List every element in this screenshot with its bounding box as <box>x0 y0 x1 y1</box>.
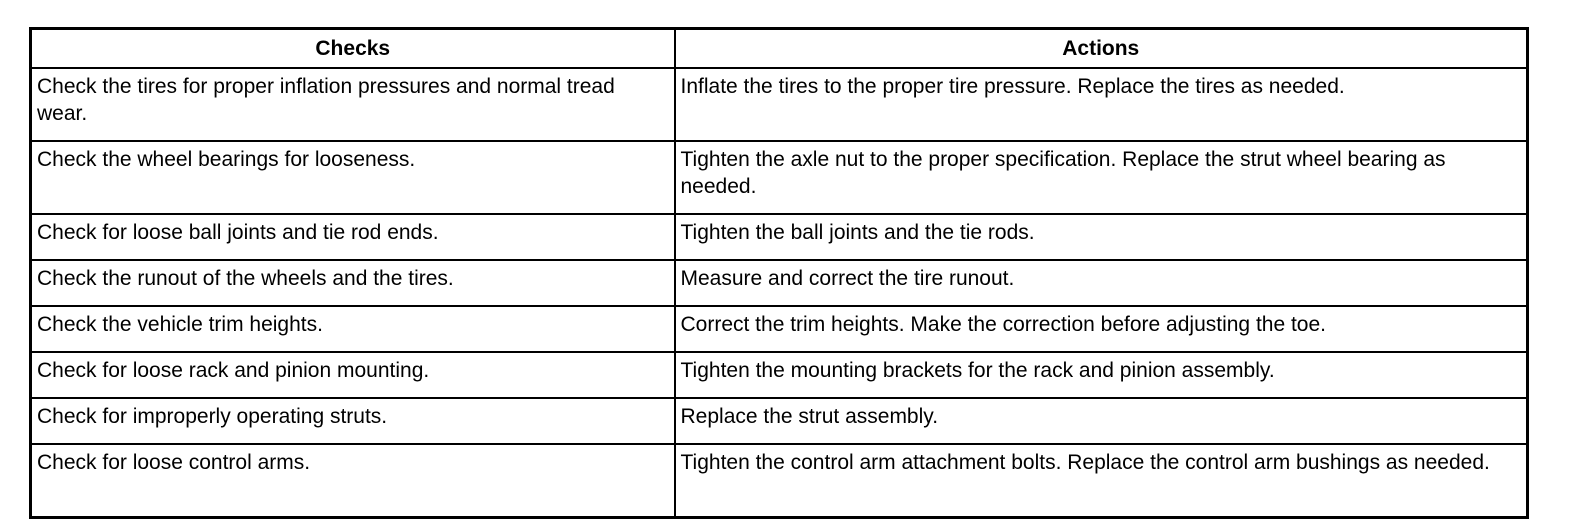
checks-actions-table <box>29 27 1529 519</box>
action-cell: Tighten the axle nut to the proper specification. Replace the strut wheel bearing as needed. <box>675 141 1528 214</box>
check-cell: Check for loose ball joints and tie rod ends. <box>31 214 675 260</box>
action-cell: Inflate the tires to the proper tire pressure. Replace the tires as needed. <box>675 68 1528 141</box>
check-cell: Check the tires for proper inflation pressures and normal tread wear. <box>31 68 675 141</box>
action-cell: Correct the trim heights. Make the correction before adjusting the toe. <box>675 306 1528 352</box>
table-row <box>31 214 1528 260</box>
table-row <box>31 444 1528 518</box>
checks-column-header: Checks <box>31 29 675 69</box>
table-row <box>31 141 1528 214</box>
check-cell: Check the vehicle trim heights. <box>31 306 675 352</box>
table-row <box>31 68 1528 141</box>
table-row <box>31 398 1528 444</box>
check-cell: Check for loose rack and pinion mounting. <box>31 352 675 398</box>
action-cell: Tighten the ball joints and the tie rods. <box>675 214 1528 260</box>
action-cell: Tighten the control arm attachment bolts. Replace the control arm bushings as needed. <box>675 444 1528 518</box>
table-header-row <box>31 29 1528 69</box>
check-cell: Check the wheel bearings for looseness. <box>31 141 675 214</box>
check-cell: Check for loose control arms. <box>31 444 675 518</box>
table-row <box>31 260 1528 306</box>
check-cell: Check for improperly operating struts. <box>31 398 675 444</box>
table-row <box>31 352 1528 398</box>
table-row <box>31 306 1528 352</box>
action-cell: Replace the strut assembly. <box>675 398 1528 444</box>
action-cell: Tighten the mounting brackets for the rack and pinion assembly. <box>675 352 1528 398</box>
actions-column-header: Actions <box>675 29 1528 69</box>
action-cell: Measure and correct the tire runout. <box>675 260 1528 306</box>
check-cell: Check the runout of the wheels and the tires. <box>31 260 675 306</box>
